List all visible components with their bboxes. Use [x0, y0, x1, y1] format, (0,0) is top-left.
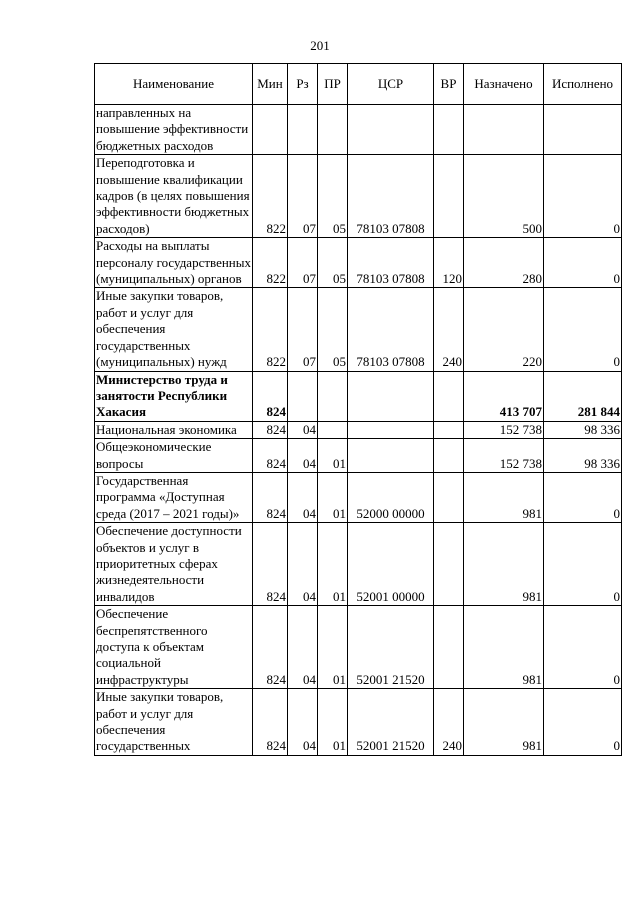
- column-header-name: Наименование: [95, 64, 253, 105]
- cell-name: Обеспечение беспрепятственного доступа к объектам социальной инфраструктуры: [95, 606, 253, 689]
- cell-rz: 04: [288, 523, 318, 606]
- cell-executed: 0: [544, 689, 622, 756]
- cell-csr: 78103 07808: [348, 288, 434, 371]
- column-header-csr: ЦСР: [348, 64, 434, 105]
- cell-executed: 0: [544, 472, 622, 522]
- cell-csr: [348, 371, 434, 421]
- cell-vr: [434, 523, 464, 606]
- cell-min: 824: [253, 439, 288, 473]
- cell-name: Иные закупки товаров, работ и услуг для обеспечения государственных: [95, 689, 253, 756]
- cell-executed: [544, 105, 622, 155]
- table-row: [95, 238, 622, 288]
- cell-name: Обеспечение доступности объектов и услуг в приоритетных сферах жизнедеятельности инвалидов: [95, 523, 253, 606]
- cell-rz: 07: [288, 155, 318, 238]
- table-header-row: [95, 64, 622, 105]
- cell-rz: 04: [288, 439, 318, 473]
- table-row: [95, 523, 622, 606]
- table-row: [95, 689, 622, 756]
- cell-vr: [434, 105, 464, 155]
- table-row: [95, 606, 622, 689]
- cell-executed: 0: [544, 238, 622, 288]
- cell-assigned: 981: [464, 689, 544, 756]
- column-header-assigned: Назначено: [464, 64, 544, 105]
- cell-assigned: 152 738: [464, 439, 544, 473]
- cell-name: Государственная программа «Доступная среда (2017 – 2021 годы)»: [95, 472, 253, 522]
- cell-name: Общеэкономические вопросы: [95, 439, 253, 473]
- table-row: [95, 155, 622, 238]
- column-header-min: Мин: [253, 64, 288, 105]
- cell-min: 822: [253, 288, 288, 371]
- cell-executed: 98 336: [544, 421, 622, 438]
- table-row: [95, 288, 622, 371]
- cell-name: Переподготовка и повышение квалификации кадров (в целях повышения эффективности бюджетных расходов): [95, 155, 253, 238]
- cell-csr: 52001 21520: [348, 689, 434, 756]
- cell-assigned: [464, 105, 544, 155]
- cell-vr: 120: [434, 238, 464, 288]
- cell-executed: 98 336: [544, 439, 622, 473]
- cell-assigned: 981: [464, 523, 544, 606]
- cell-assigned: 413 707: [464, 371, 544, 421]
- cell-csr: 52001 21520: [348, 606, 434, 689]
- cell-pr: 01: [318, 523, 348, 606]
- cell-vr: 240: [434, 689, 464, 756]
- cell-executed: 0: [544, 606, 622, 689]
- page-number: 201: [310, 38, 330, 53]
- cell-rz: [288, 371, 318, 421]
- cell-pr: 05: [318, 288, 348, 371]
- cell-pr: [318, 105, 348, 155]
- cell-vr: [434, 421, 464, 438]
- cell-pr: 05: [318, 238, 348, 288]
- cell-csr: 78103 07808: [348, 155, 434, 238]
- cell-min: 824: [253, 371, 288, 421]
- column-header-vr: ВР: [434, 64, 464, 105]
- table-row: [95, 472, 622, 522]
- cell-csr: 52001 00000: [348, 523, 434, 606]
- cell-min: 824: [253, 421, 288, 438]
- cell-vr: [434, 371, 464, 421]
- cell-executed: 0: [544, 155, 622, 238]
- cell-min: 824: [253, 523, 288, 606]
- cell-csr: [348, 105, 434, 155]
- cell-pr: 01: [318, 472, 348, 522]
- cell-assigned: 981: [464, 472, 544, 522]
- cell-name: Иные закупки товаров, работ и услуг для обеспечения государственных (муниципальных) нужд: [95, 288, 253, 371]
- cell-rz: 04: [288, 421, 318, 438]
- table-row: [95, 439, 622, 473]
- cell-csr: 78103 07808: [348, 238, 434, 288]
- cell-min: 822: [253, 238, 288, 288]
- cell-rz: 07: [288, 288, 318, 371]
- table-row: [95, 421, 622, 438]
- cell-assigned: 152 738: [464, 421, 544, 438]
- column-header-pr: ПР: [318, 64, 348, 105]
- cell-csr: [348, 439, 434, 473]
- cell-vr: [434, 606, 464, 689]
- cell-vr: [434, 439, 464, 473]
- cell-assigned: 280: [464, 238, 544, 288]
- cell-pr: 01: [318, 606, 348, 689]
- cell-rz: 04: [288, 689, 318, 756]
- cell-rz: 04: [288, 472, 318, 522]
- cell-min: [253, 105, 288, 155]
- table-row: [95, 105, 622, 155]
- cell-rz: 07: [288, 238, 318, 288]
- cell-assigned: 500: [464, 155, 544, 238]
- cell-name: направленных на повышение эффективности бюджетных расходов: [95, 105, 253, 155]
- cell-pr: [318, 421, 348, 438]
- table-body: [95, 105, 622, 756]
- cell-name: Национальная экономика: [95, 421, 253, 438]
- budget-table: [94, 63, 622, 756]
- cell-min: 822: [253, 155, 288, 238]
- cell-executed: 0: [544, 523, 622, 606]
- cell-min: 824: [253, 606, 288, 689]
- table-row: [95, 371, 622, 421]
- cell-pr: 01: [318, 689, 348, 756]
- cell-assigned: 981: [464, 606, 544, 689]
- cell-name: Министерство труда и занятости Республики Хакасия: [95, 371, 253, 421]
- cell-name: Расходы на выплаты персоналу государственных (муниципальных) органов: [96, 238, 252, 287]
- cell-csr: 52000 00000: [348, 472, 434, 522]
- cell-vr: [434, 155, 464, 238]
- cell-assigned: 220: [464, 288, 544, 371]
- cell-min: 824: [253, 689, 288, 756]
- cell-vr: [434, 472, 464, 522]
- cell-executed: 281 844: [544, 371, 622, 421]
- cell-csr: [348, 421, 434, 438]
- cell-executed: 0: [544, 288, 622, 371]
- cell-pr: 01: [318, 439, 348, 473]
- column-header-rz: Рз: [288, 64, 318, 105]
- cell-min: 824: [253, 472, 288, 522]
- cell-vr: 240: [434, 288, 464, 371]
- cell-pr: 05: [318, 155, 348, 238]
- cell-rz: 04: [288, 606, 318, 689]
- column-header-executed: Исполнено: [544, 64, 622, 105]
- cell-rz: [288, 105, 318, 155]
- cell-pr: [318, 371, 348, 421]
